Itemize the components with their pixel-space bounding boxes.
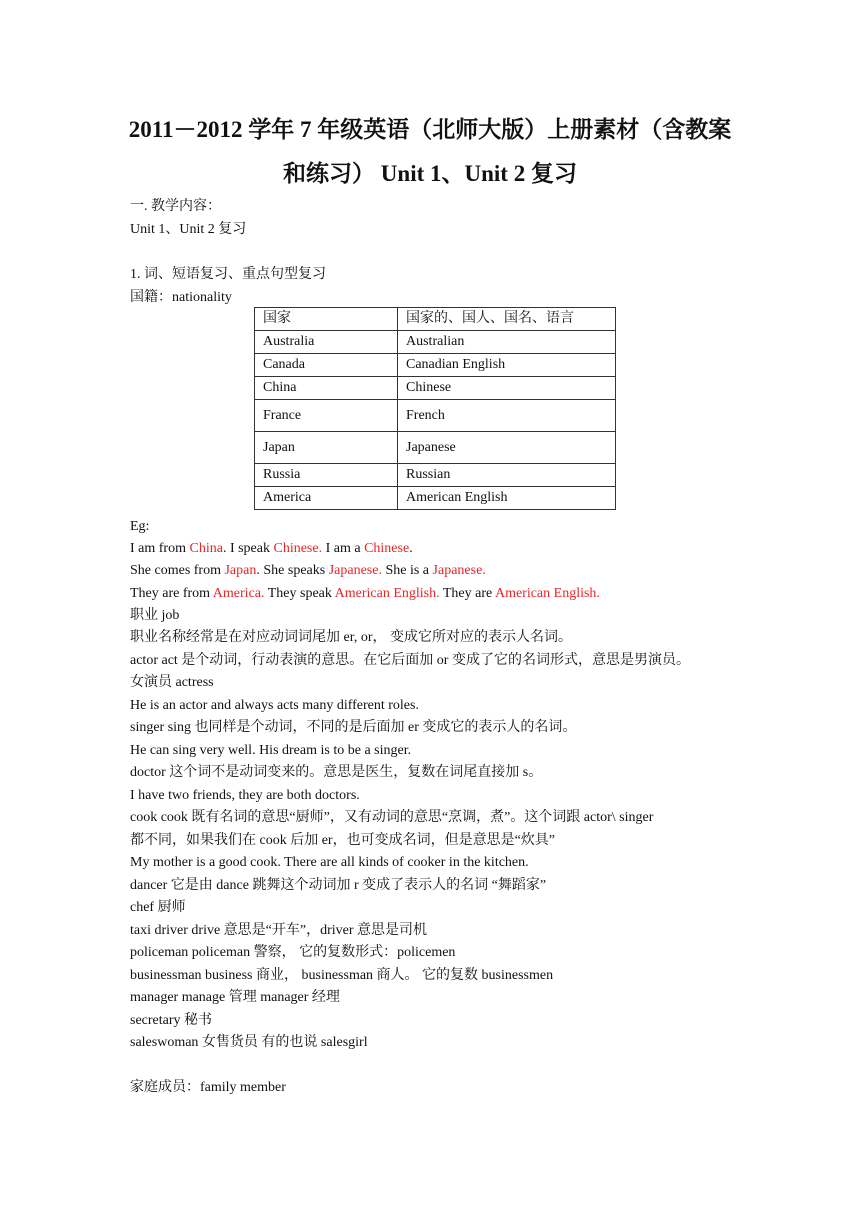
examples-label: Eg: — [130, 519, 150, 534]
table-cell: Japanese — [398, 432, 616, 464]
table-cell: American English — [398, 487, 616, 510]
table-cell: America — [255, 487, 398, 510]
title-line-1: 2011－2012 学年 7 年级英语（北师大版）上册素材（含教案 — [128, 117, 732, 142]
table-row — [255, 400, 616, 432]
job-line: businessman business 商业， businessman 商人。 它的复数 businessmen — [130, 968, 554, 983]
job-line: manager manage 管理 manager 经理 — [130, 990, 340, 1005]
job-line: dancer 它是由 dance 跳舞这个动词加 r 变成了表示人的名词 “舞蹈家” — [130, 878, 547, 893]
job-line: He is an actor and always acts many different roles. — [130, 698, 419, 713]
table-row — [255, 377, 616, 400]
table-cell: Japan — [255, 432, 398, 464]
table-cell: France — [255, 400, 398, 432]
example-sentence-2: She comes from Japan. She speaks Japanese. She is a Japanese. — [130, 563, 486, 578]
table-row — [255, 354, 616, 377]
table-header-cell: 国家的、国人、国名、语言 — [398, 308, 616, 331]
table-cell: Russian — [398, 464, 616, 487]
job-line: He can sing very well. His dream is to be a singer. — [130, 743, 412, 758]
nationality-table — [254, 307, 616, 510]
job-line: policeman policeman 警察， 它的复数形式：policemen — [130, 945, 456, 960]
table-cell: Chinese — [398, 377, 616, 400]
table-cell: French — [398, 400, 616, 432]
job-line: 职业名称经常是在对应动词词尾加 er, or， 变成它所对应的表示人名词。 — [130, 630, 572, 645]
section-subtitle: Unit 1、Unit 2 复习 — [130, 222, 247, 237]
title-line-2: 和练习） Unit 1、Unit 2 复习 — [283, 161, 577, 186]
job-line: doctor 这个词不是动词变来的。意思是医生，复数在词尾直接加 s。 — [130, 765, 543, 780]
job-line: chef 厨师 — [130, 900, 186, 915]
job-line: saleswoman 女售货员 有的也说 salesgirl — [130, 1035, 368, 1050]
job-line: actor act 是个动词，行动表演的意思。在它后面加 or 变成了它的名词形式，意思是男演员。 — [130, 653, 690, 668]
table-row — [255, 432, 616, 464]
table-cell: Canada — [255, 354, 398, 377]
example-sentence-1: I am from China. I speak Chinese. I am a Chinese. — [130, 541, 413, 556]
job-line: My mother is a good cook. There are all kinds of cooker in the kitchen. — [130, 855, 529, 870]
jobs-heading: 职业 job — [130, 608, 180, 623]
job-line: taxi driver drive 意思是“开车”，driver 意思是司机 — [130, 923, 428, 938]
section-heading: 一. 教学内容： — [130, 199, 221, 214]
family-heading: 家庭成员：family member — [130, 1080, 286, 1095]
table-row — [255, 331, 616, 354]
table-cell: Canadian English — [398, 354, 616, 377]
job-line: cook cook 既有名词的意思“厨师”，又有动词的意思“烹调，煮”。这个词跟 actor\ singer — [130, 810, 654, 825]
table-cell: Russia — [255, 464, 398, 487]
table-header-row — [255, 308, 616, 331]
job-line: secretary 秘书 — [130, 1013, 213, 1028]
job-line: 女演员 actress — [130, 675, 214, 690]
table-cell: China — [255, 377, 398, 400]
table-cell: Australian — [398, 331, 616, 354]
table-row — [255, 464, 616, 487]
example-sentence-3: They are from America. They speak American English. They are American English. — [130, 586, 600, 601]
table-cell: Australia — [255, 331, 398, 354]
table-row — [255, 487, 616, 510]
table-header-cell: 国家 — [255, 308, 398, 331]
document-title — [100, 108, 760, 196]
job-line: singer sing 也同样是个动词，不同的是后面加 er 变成它的表示人的名词。 — [130, 720, 577, 735]
job-line: 都不同，如果我们在 cook 后加 er，也可变成名词，但是意思是“炊具” — [130, 833, 556, 848]
nationality-label: 国籍：nationality — [130, 290, 232, 305]
job-line: I have two friends, they are both doctors. — [130, 788, 360, 803]
item-heading: 1. 词、短语复习、重点句型复习 — [130, 267, 326, 282]
